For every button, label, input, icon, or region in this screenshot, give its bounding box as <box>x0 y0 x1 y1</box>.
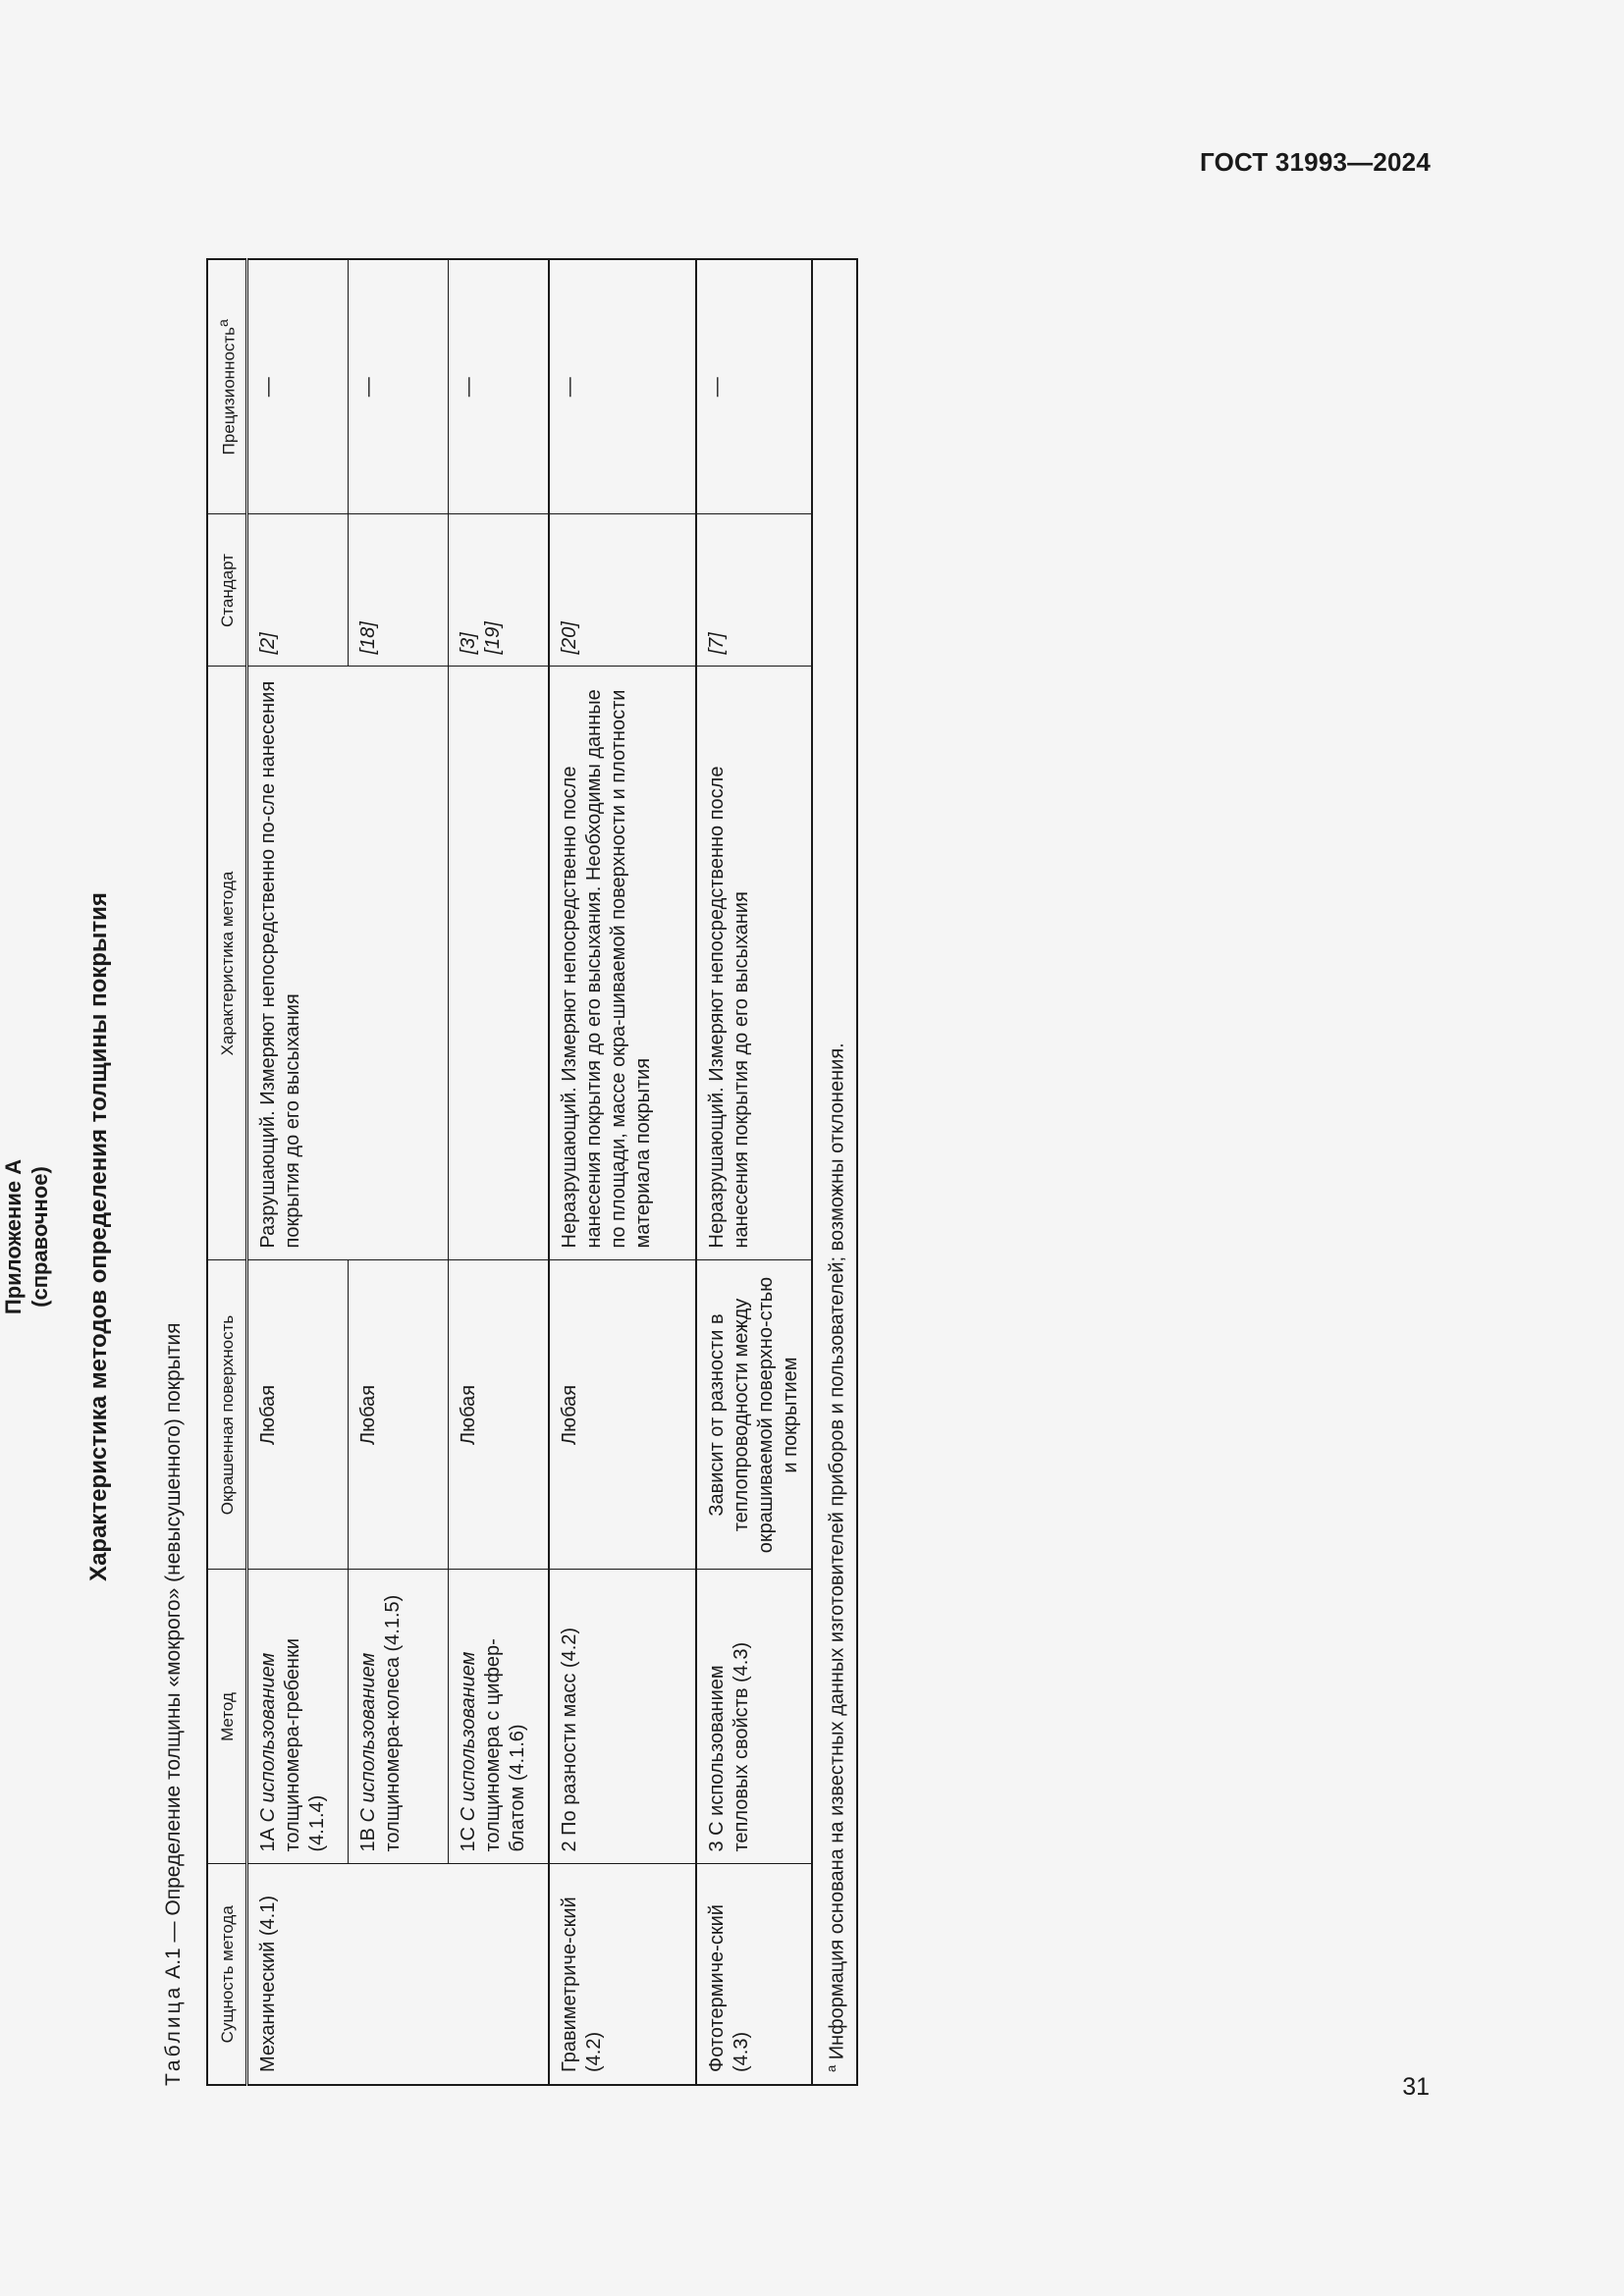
cell-surface-1b: Любая <box>349 1260 449 1570</box>
method-1a-prefix: 1А <box>257 1828 279 1852</box>
method-1b-prefix: 1В <box>357 1828 379 1852</box>
cell-surface-1c: Любая <box>449 1260 550 1570</box>
table-caption <box>162 1323 186 2087</box>
cell-precision-3 <box>696 259 812 514</box>
standard-2: [20] <box>559 621 580 655</box>
header-precision-footnote-marker: a <box>216 319 233 327</box>
table-row <box>696 259 812 2085</box>
page-number: 31 <box>1402 2073 1430 2101</box>
cell-surface-1a: Любая <box>247 1260 349 1570</box>
table-row <box>449 259 550 2085</box>
cell-method-2: 2 По разности масс (4.2) <box>549 1570 696 1864</box>
precision-2: — <box>559 377 580 398</box>
cell-standard-1b <box>349 514 449 667</box>
header-precision-label: Прецизионность <box>219 326 239 455</box>
methods-table <box>206 258 858 2086</box>
cell-method-1c <box>449 1570 550 1864</box>
method-1b-italic: С использованием <box>357 1652 379 1823</box>
cell-standard-2 <box>549 514 696 667</box>
cell-characteristic-2: Неразрушающий. Измеряют непосредственно после нанесения покрытия до его высыхания. Необходимы данные по площади, массе окра-шиваемой поверхности и плотности материала покрытия <box>549 667 696 1260</box>
cell-surface-3: Зависит от разности в теплопроводности между окрашиваемой поверхно-стью и покрытием <box>696 1260 812 1570</box>
appendix-subtitle: (справочное) <box>27 1166 52 1308</box>
method-1a-rest: толщиномера-гребенки (4.1.4) <box>282 1638 328 1852</box>
cell-essence-gravimetric: Гравиметриче-ский (4.2) <box>549 1864 696 2085</box>
method-1c-prefix: 1С <box>458 1826 479 1852</box>
header-standard: Стандарт <box>207 514 247 667</box>
cell-standard-1c <box>449 514 550 667</box>
precision-1b: — <box>357 377 379 398</box>
table-caption-number: А.1 <box>162 1948 185 1979</box>
table-caption-prefix: Таблица <box>162 1984 185 2086</box>
table-row <box>247 259 349 2085</box>
standard-1b: [18] <box>357 621 379 655</box>
precision-1c: — <box>458 377 479 398</box>
table-caption-text: — Определение толщины «мокрого» (невысушенного) покрытия <box>162 1322 185 1943</box>
header-characteristic: Характеристика метода <box>207 667 247 1260</box>
section-title: Характеристика методов определения толщины покрытия <box>85 892 112 1581</box>
cell-characteristic-mechanical: Разрушающий. Измеряют непосредственно по-сле нанесения покрытия до его высыхания <box>247 667 449 1260</box>
footnote-marker: a <box>824 2064 839 2072</box>
footnote-text: Информация основана на известных данных изготовителей приборов и пользователей; возможны отклонения. <box>826 1042 848 2060</box>
method-1a-italic: С использованием <box>257 1652 279 1823</box>
cell-standard-1a <box>247 514 349 667</box>
document-code: ГОСТ 31993—2024 <box>1200 147 1431 177</box>
cell-precision-1c <box>449 259 550 514</box>
cell-standard-3 <box>696 514 812 667</box>
standard-3: [7] <box>706 632 728 655</box>
table-footnote <box>812 259 857 2085</box>
table-footnote-row <box>812 259 857 2085</box>
cell-surface-2: Любая <box>549 1260 696 1570</box>
cell-method-3: 3 С использованием тепловых свойств (4.3) <box>696 1570 812 1864</box>
cell-method-1a <box>247 1570 349 1864</box>
header-method: Метод <box>207 1570 247 1864</box>
header-precision <box>207 259 247 514</box>
cell-characteristic-3: Неразрушающий. Измеряют непосредственно после нанесения покрытия до его высыхания <box>696 667 812 1260</box>
method-1c-rest: толщиномера с цифер-блатом (4.1.6) <box>482 1638 528 1852</box>
rotated-content <box>0 25 962 2086</box>
header-surface: Окрашенная поверхность <box>207 1260 247 1570</box>
appendix-title: Приложение А <box>1 1158 26 1315</box>
standard-1a: [2] <box>257 632 279 655</box>
standard-1c-b: [19] <box>482 621 504 655</box>
cell-method-1b <box>349 1570 449 1864</box>
table-header-row <box>207 259 247 2085</box>
standard-1c-a: [3] <box>458 632 479 655</box>
cell-essence-mechanical: Механический (4.1) <box>247 1864 550 2085</box>
precision-3: — <box>706 377 728 398</box>
precision-1a: — <box>257 377 279 398</box>
cell-precision-1a <box>247 259 349 514</box>
method-1c-italic: С использованием <box>458 1651 479 1822</box>
cell-precision-2 <box>549 259 696 514</box>
cell-precision-1b <box>349 259 449 514</box>
table-row <box>549 259 696 2085</box>
header-essence: Сущность метода <box>207 1864 247 2085</box>
cell-characteristic-1c <box>449 667 550 1260</box>
cell-essence-photothermal: Фототермиче-ский (4.3) <box>696 1864 812 2085</box>
method-1b-rest: толщиномера-колеса (4.1.5) <box>382 1594 404 1852</box>
